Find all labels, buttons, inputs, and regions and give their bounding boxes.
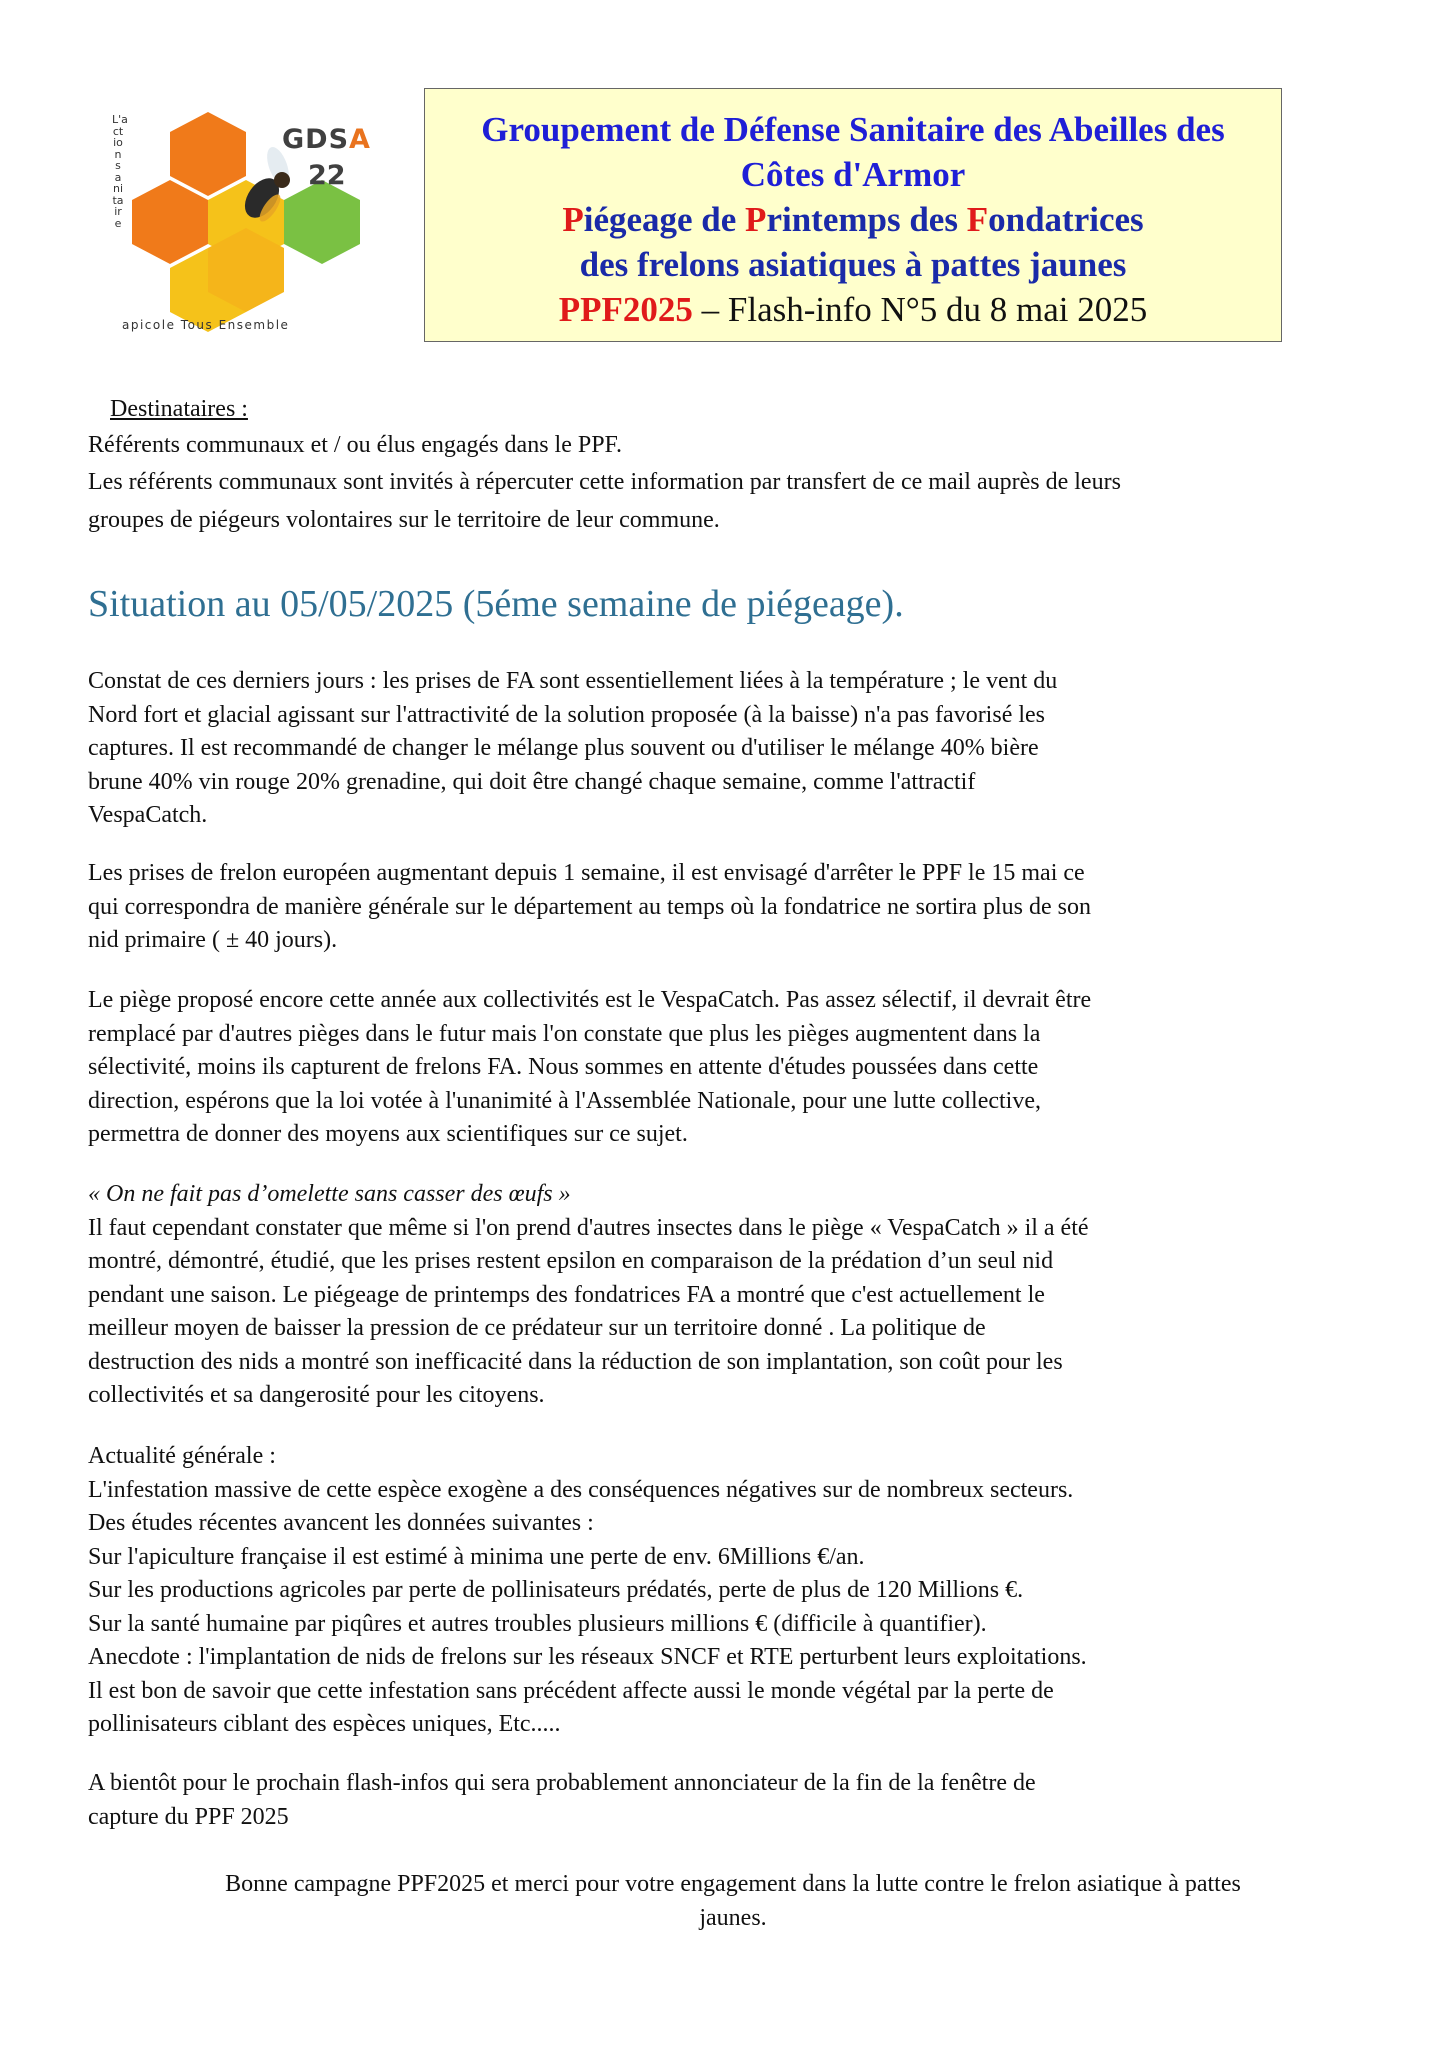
logo-gdsa-text: GDSA	[282, 124, 371, 155]
header-line-2: Côtes d'Armor	[740, 155, 966, 194]
gdsa-logo	[112, 108, 372, 340]
quote: « On ne fait pas d’omelette sans casser des œufs »	[88, 1181, 571, 1207]
header-box	[424, 88, 1282, 342]
logo-number: 22	[308, 160, 346, 191]
paragraph-frelon-europeen: Les prises de frelon européen augmentant depuis 1 semaine, il est envisagé d'arrêter le PPF le 15 mai ce qui correspondra de manière générale sur le département au temps où la fondatrice ne sortira plus de son nid primaire ( ± 40 jours).	[88, 860, 1091, 953]
closing-message: Bonne campagne PPF2025 et merci pour votre engagement dans la lutte contre le frelon asiatique à pattes jaunes.	[225, 1871, 1241, 1931]
header-line-4: des frelons asiatiques à pattes jaunes	[579, 245, 1127, 284]
paragraph-actualite: Actualité générale : L'infestation massive de cette espèce exogène a des conséquences négatives sur de nombreux secteurs. Des études récentes avancent les données suivantes : Sur l'apiculture française il est estimé à minima une perte de env. 6Millions €/an. Sur les productions agricoles par perte de pollinisateurs prédatés, perte de plus de 120 Millions €. Sur la santé humaine par piqûres et autres troubles plusieurs millions € (difficile à quantifier). Anecdote : l'implantation de nids de frelons sur les réseaux SNCF et RTE perturbent leurs exploitations. Il est bon de savoir que cette infestation sans précédent affecte aussi le monde végétal par la perte de pollinisateurs ciblant des espèces uniques, Etc.....	[88, 1443, 1087, 1737]
logo-bottom-text: apicole Tous Ensemble	[122, 318, 290, 332]
situation-heading: Situation au 05/05/2025 (5éme semaine de piégeage).	[88, 583, 904, 625]
paragraph-a-bientot: A bientôt pour le prochain flash-infos qui sera probablement annonciateur de la fin de la fenêtre de capture du PPF 2025	[88, 1770, 1036, 1830]
paragraph-piege: Le piège proposé encore cette année aux collectivités est le VespaCatch. Pas assez sélectif, il devrait être remplacé par d'autres pièges dans le futur mais l'on constate que plus les pièges augmentent dans la sélectivité, moins ils capturent de frelons FA. Nous sommes en attente d'études poussées dans cette direction, espérons que la loi votée à l'unanimité à l'Assemblée Nationale, pour une lutte collective, permettra de donner des moyens aux scientifiques sur ce sujet.	[88, 987, 1092, 1147]
header-line-3: Piégeage de Printemps des Fondatrices	[562, 200, 1144, 239]
logo-vertical-text: L'action sanitaire	[112, 113, 128, 230]
recipients-text: Référents communaux et / ou élus engagés dans le PPF. Les référents communaux sont invités à répercuter cette information par transfert de ce mail auprès de leurs groupes de piégeurs volontaires sur le territoire de leur commune.	[88, 432, 1121, 533]
recipients-title: Destinataires :	[110, 396, 248, 422]
paragraph-omelette: « On ne fait pas d’omelette sans casser des œufs » Il faut cependant constater que même si l'on prend d'autres insectes dans le piège « VespaCatch » il a été montré, démontré, étudié, que les prises restent epsilon en comparaison de la prédation d’un seul nid pendant une saison. Le piégeage de printemps des fondatrices FA a montré que c'est actuellement le meilleur moyen de baisser la pression de ce prédateur sur un territoire donné . La politique de destruction des nids a montré son inefficacité dans la réduction de son implantation, son coût pour les collectivités et sa dangerosité pour les citoyens.	[88, 1178, 1378, 1413]
paragraph-constat: Constat de ces derniers jours : les prises de FA sont essentiellement liées à la température ; le vent du Nord fort et glacial agissant sur l'attractivité de la solution proposée (à la baisse) n'a pas favorisé les captures. Il est recommandé de changer le mélange plus souvent ou d'utiliser le mélange 40% bière brune 40% vin rouge 20% grenadine, qui doit être changé chaque semaine, comme l'attractif VespaCatch.	[88, 668, 1058, 828]
header-line-5: PPF2025 – Flash-info N°5 du 8 mai 2025	[558, 290, 1148, 329]
header-line-1: Groupement de Défense Sanitaire des Abeilles des	[481, 110, 1225, 149]
